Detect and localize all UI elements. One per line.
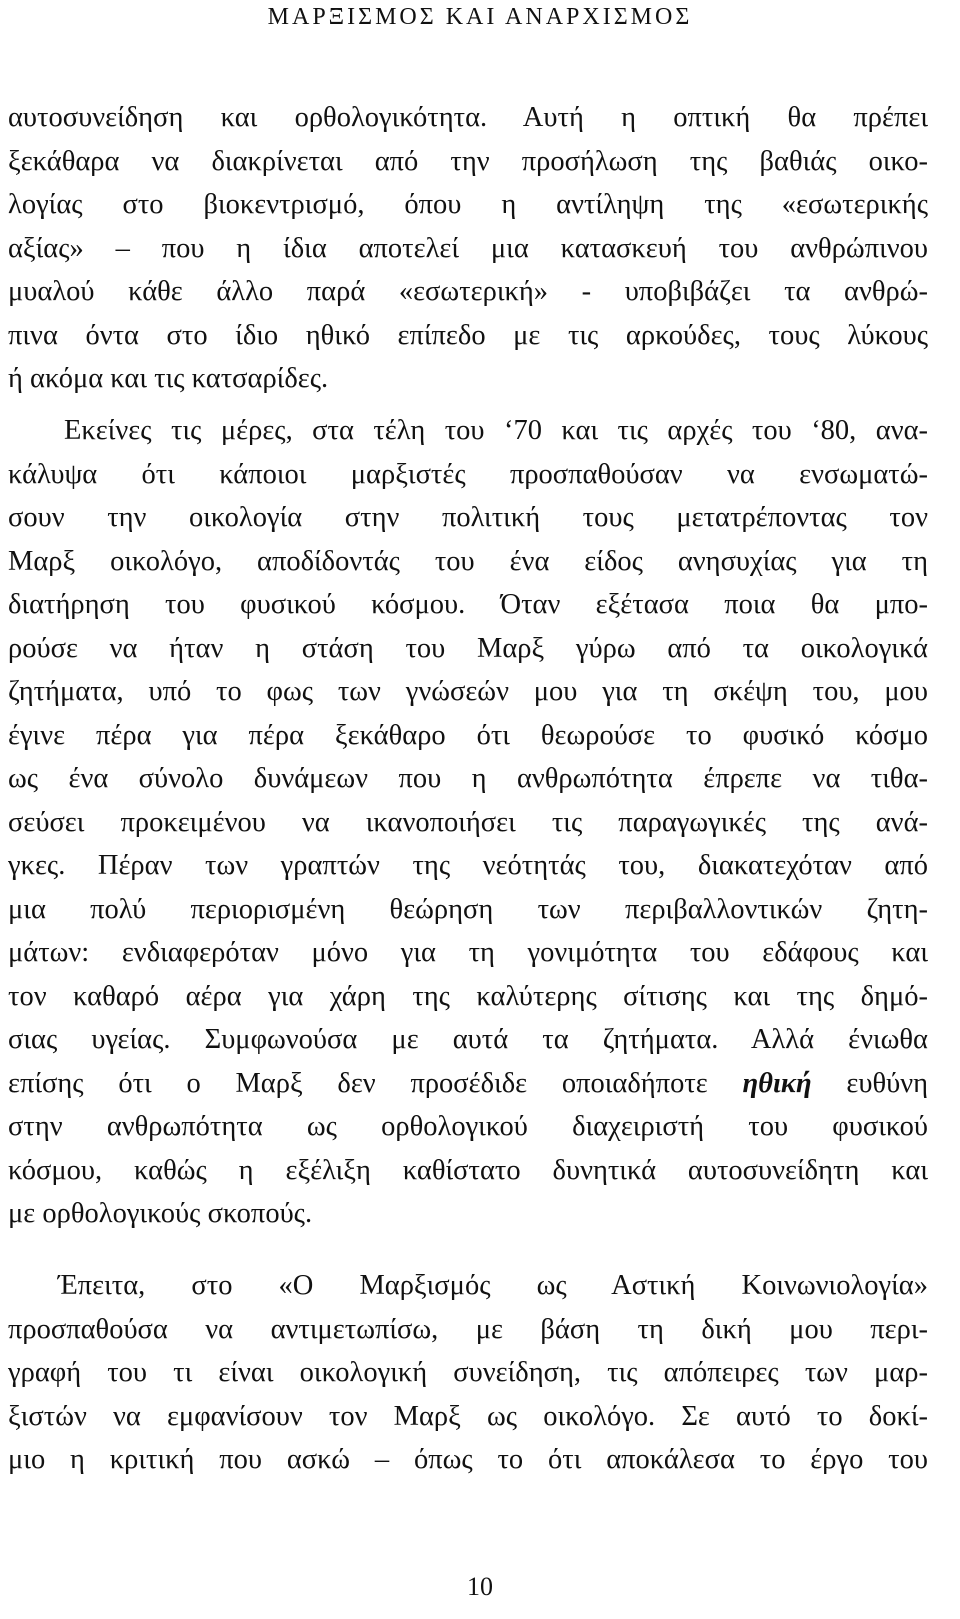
text-line: μια πολύ περιορισμένη θεώρηση των περιβαλλοντικών ζητη- (8, 893, 928, 925)
paragraph-3 (8, 1264, 928, 1482)
text-line: τον καθαρό αέρα για χάρη της καλύτερης σίτισης και της δημό- (8, 980, 928, 1012)
text-line: σουν την οικολογία στην πολιτική τους μετατρέποντας τον (8, 502, 928, 533)
text-line: Έπειτα, στο «Ο Μαρξισμός ως Αστική Κοινωνιολογία» (58, 1270, 928, 1301)
text-line: ζητήματα, υπό το φως των γνώσεών μου για τη σκέψη του, μου (8, 676, 928, 707)
text-line: πινα όντα στο ίδιο ηθικό επίπεδο με τις αρκούδες, τους λύκους (8, 319, 928, 351)
text-line: σιας υγείας. Συμφωνούσα με αυτά τα ζητήματα. Αλλά ένιωθα (8, 1024, 928, 1055)
running-head: ΜΑΡΞΙΣΜΟΣ ΚΑΙ ΑΝΑΡΧΙΣΜΟΣ (267, 4, 693, 30)
text-line: μυαλού κάθε άλλο παρά «εσωτερική» - υποβιβάζει τα ανθρώ- (8, 276, 928, 307)
text-line: κόσμου, καθώς η εξέλιξη καθίστατο δυνητικά αυτοσυνείδητη και (8, 1154, 928, 1186)
emphasized-word: ηθική (742, 1067, 812, 1099)
text-line: στην ανθρωπότητα ως ορθολογικού διαχειριστή του φυσικού (8, 1111, 928, 1142)
text-segment: ευθύνη (811, 1067, 928, 1099)
text-line: ξιστών να εμφανίσουν τον Μαρξ ως οικολόγο. Σε αυτό το δοκί- (8, 1400, 928, 1432)
text-segment: επίσης ότι ο Μαρξ δεν προσέδιδε οποιαδήποτε (8, 1067, 743, 1099)
text-line: ως ένα σύνολο δυνάμεων που η ανθρωπότητα έπρεπε να τιθα- (8, 763, 928, 794)
text-line: σεύσει προκειμένου να ικανοποιήσει τις παραγωγικές της ανά- (8, 806, 928, 838)
text-line: λογίας στο βιοκεντρισμό, όπου η αντίληψη της «εσωτερικής (8, 189, 928, 220)
text-line: ξεκάθαρα να διακρίνεται από την προσήλωση της βαθιάς οικο- (8, 145, 928, 177)
text-line: Εκείνες τις μέρες, στα τέλη του ‘70 και τις αρχές του ‘80, ανα- (64, 415, 928, 446)
text-line: μάτων: ενδιαφερόταν μόνο για τη γονιμότητα του εδάφους και (8, 937, 928, 968)
text-line: αυτοσυνείδηση και ορθολογικότητα. Αυτή η οπτική θα πρέπει (8, 102, 928, 133)
paragraph-2 (8, 409, 928, 1236)
text-line: μιο η κριτική που ασκώ – όπως το ότι αποκάλεσα το έργο του (8, 1444, 928, 1475)
text-line: ρούσε να ήταν η στάση του Μαρξ γύρω από τα οικολογικά (8, 632, 928, 664)
text-line: αξίας» – που η ίδια αποτελεί μια κατασκευή του ανθρώπινου (8, 232, 928, 264)
text-line: διατήρηση του φυσικού κόσμου. Όταν εξέτασα ποια θα μπο- (8, 589, 928, 620)
text-line: προσπαθούσα να αντιμετωπίσω, με βάση τη δική μου περι- (8, 1313, 928, 1345)
text-line: ή ακόμα και τις κατσαρίδες. (8, 363, 329, 394)
text-line: έγινε πέρα για πέρα ξεκάθαρο ότι θεωρούσε το φυσικό κόσμο (8, 719, 928, 751)
text-line: γραφή του τι είναι οικολογική συνείδηση, τις απόπειρες των μαρ- (8, 1357, 928, 1388)
text-line: γκες. Πέραν των γραπτών της νεότητάς του, διακατεχόταν από (8, 850, 928, 881)
text-line-with-emphasis (8, 1062, 928, 1106)
text-line: Μαρξ οικολόγο, αποδίδοντάς του ένα είδος ανησυχίας για τη (8, 545, 928, 577)
text-line: κάλυψα ότι κάποιοι μαρξιστές προσπαθούσαν να ενσωματώ- (8, 458, 928, 490)
text-line: με ορθολογικούς σκοπούς. (8, 1198, 313, 1229)
page-number: 10 (467, 1572, 493, 1601)
paragraph-1 (8, 96, 928, 401)
